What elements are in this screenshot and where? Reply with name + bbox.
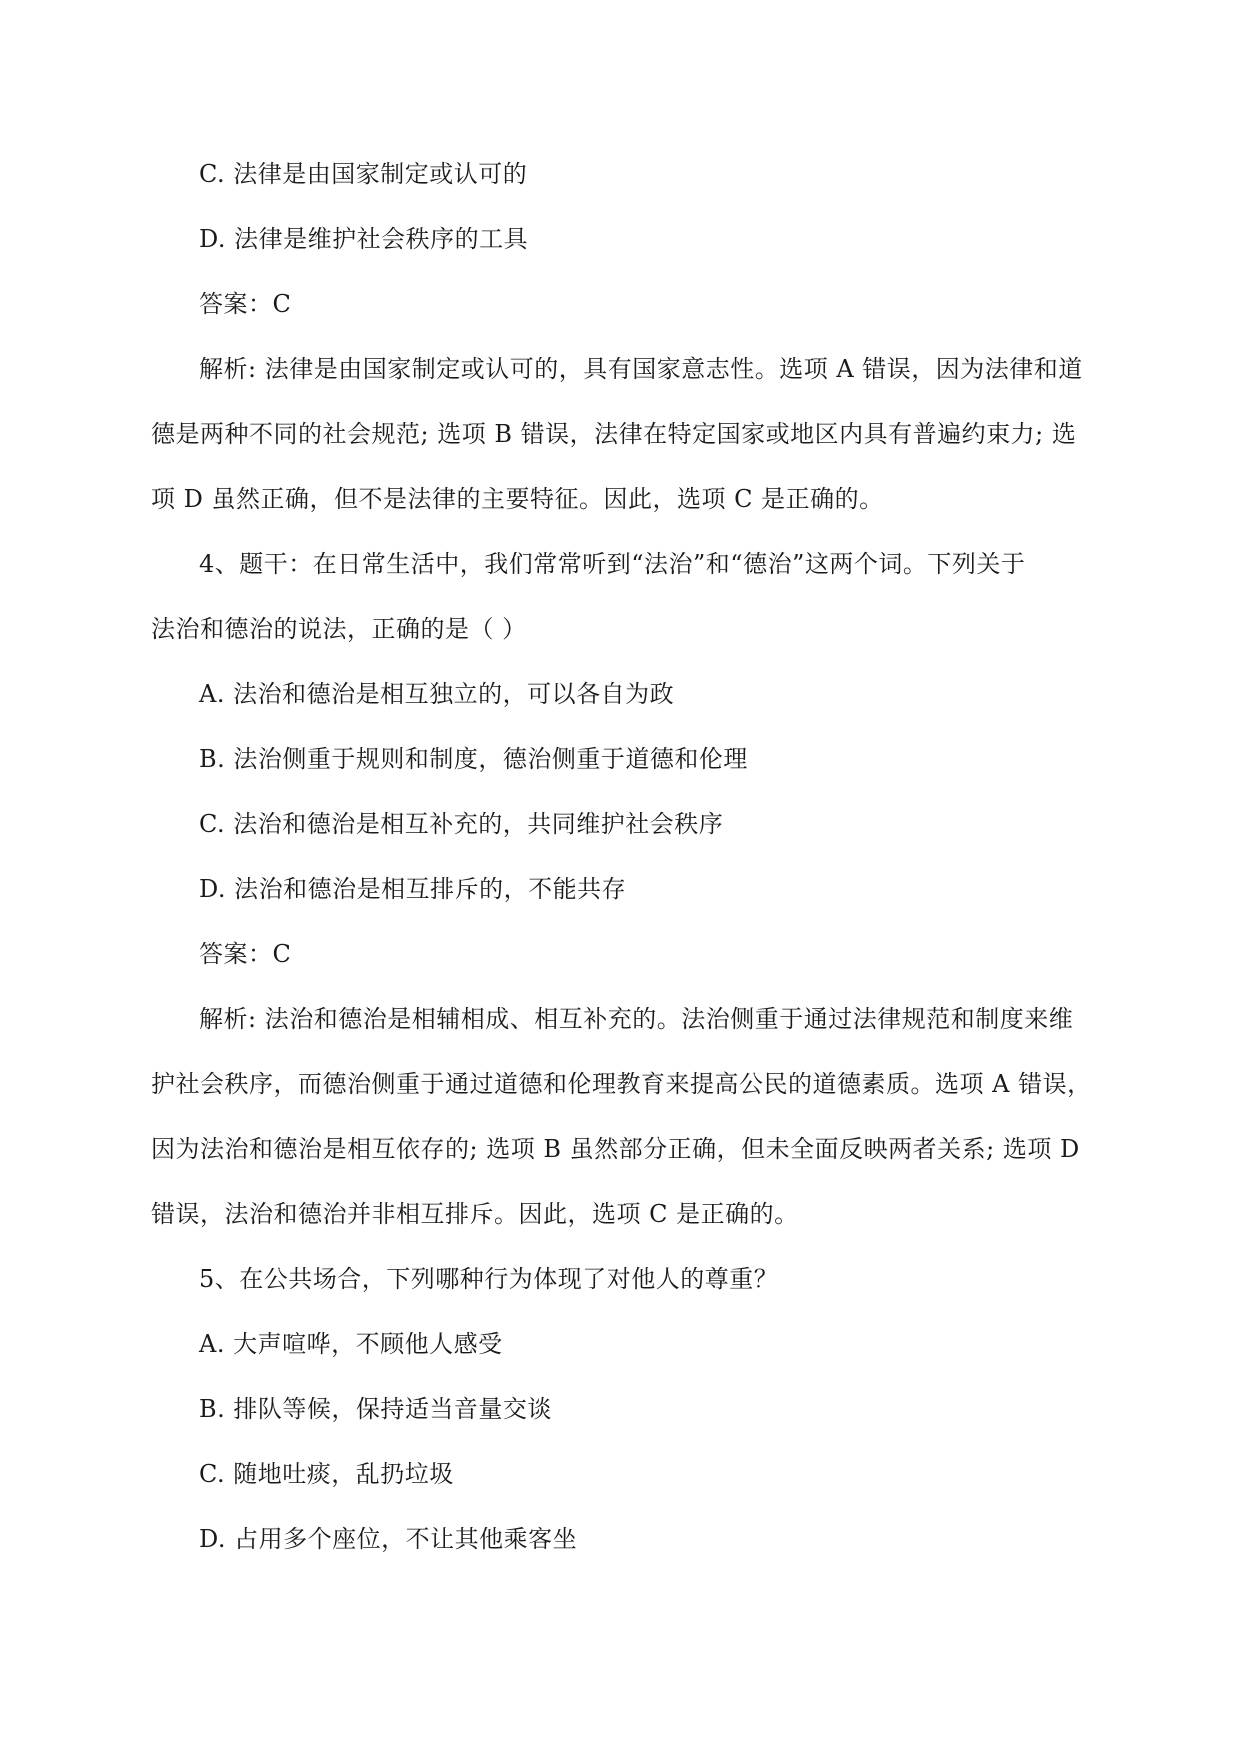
q4-analysis-line: 因为法治和德治是相互依存的; 选项 B 虽然部分正确，但未全面反映两者关系; 选项 D bbox=[151, 1135, 1080, 1163]
q4-stem-line: 法治和德治的说法，正确的是（ ） bbox=[151, 615, 527, 643]
q3-analysis-line: 德是两种不同的社会规范; 选项 B 错误，法律在特定国家或地区内具有普遍约束力; 选 bbox=[151, 420, 1077, 448]
q4-analysis bbox=[151, 987, 1091, 1247]
q5-option-c: C. 随地吐痰，乱扔垃圾 bbox=[199, 1460, 454, 1488]
q5-option-a: A. 大声喧哗，不顾他人感受 bbox=[199, 1330, 503, 1358]
q3-analysis bbox=[151, 337, 1091, 532]
q3-option-d: D. 法律是维护社会秩序的工具 bbox=[199, 225, 529, 253]
q4-option-a: A. 法治和德治是相互独立的，可以各自为政 bbox=[199, 680, 675, 708]
document-content bbox=[151, 142, 1091, 1572]
q4-option-b: B. 法治侧重于规则和制度，德治侧重于道德和伦理 bbox=[199, 745, 748, 773]
q3-option-c: C. 法律是由国家制定或认可的 bbox=[199, 160, 528, 188]
q4-analysis-line: 护社会秩序，而德治侧重于通过道德和伦理教育来提高公民的道德素质。选项 A 错误， bbox=[151, 1070, 1092, 1098]
q4-analysis-line: 解析: 法治和德治是相辅相成、相互补充的。法治侧重于通过法律规范和制度来维 bbox=[199, 1005, 1074, 1033]
q4-answer: 答案：C bbox=[199, 940, 292, 968]
q4-stem bbox=[151, 532, 1091, 662]
q3-analysis-line: 项 D 虽然正确，但不是法律的主要特征。因此，选项 C 是正确的。 bbox=[151, 485, 884, 513]
q4-stem-line: 4、题干：在日常生活中，我们常常听到“法治”和“德治”这两个词。下列关于 bbox=[199, 550, 1026, 578]
q5-option-d: D. 占用多个座位，不让其他乘客坐 bbox=[199, 1525, 578, 1553]
q3-answer: 答案：C bbox=[199, 290, 292, 318]
q5-stem: 5、在公共场合，下列哪种行为体现了对他人的尊重？ bbox=[199, 1265, 779, 1293]
q4-option-d: D. 法治和德治是相互排斥的，不能共存 bbox=[199, 875, 627, 903]
q5-option-b: B. 排队等候，保持适当音量交谈 bbox=[199, 1395, 552, 1423]
q4-analysis-line: 错误，法治和德治并非相互排斥。因此，选项 C 是正确的。 bbox=[151, 1200, 799, 1228]
q3-analysis-line: 解析: 法律是由国家制定或认可的，具有国家意志性。选项 A 错误，因为法律和道 bbox=[199, 355, 1083, 383]
q4-option-c: C. 法治和德治是相互补充的，共同维护社会秩序 bbox=[199, 810, 724, 838]
